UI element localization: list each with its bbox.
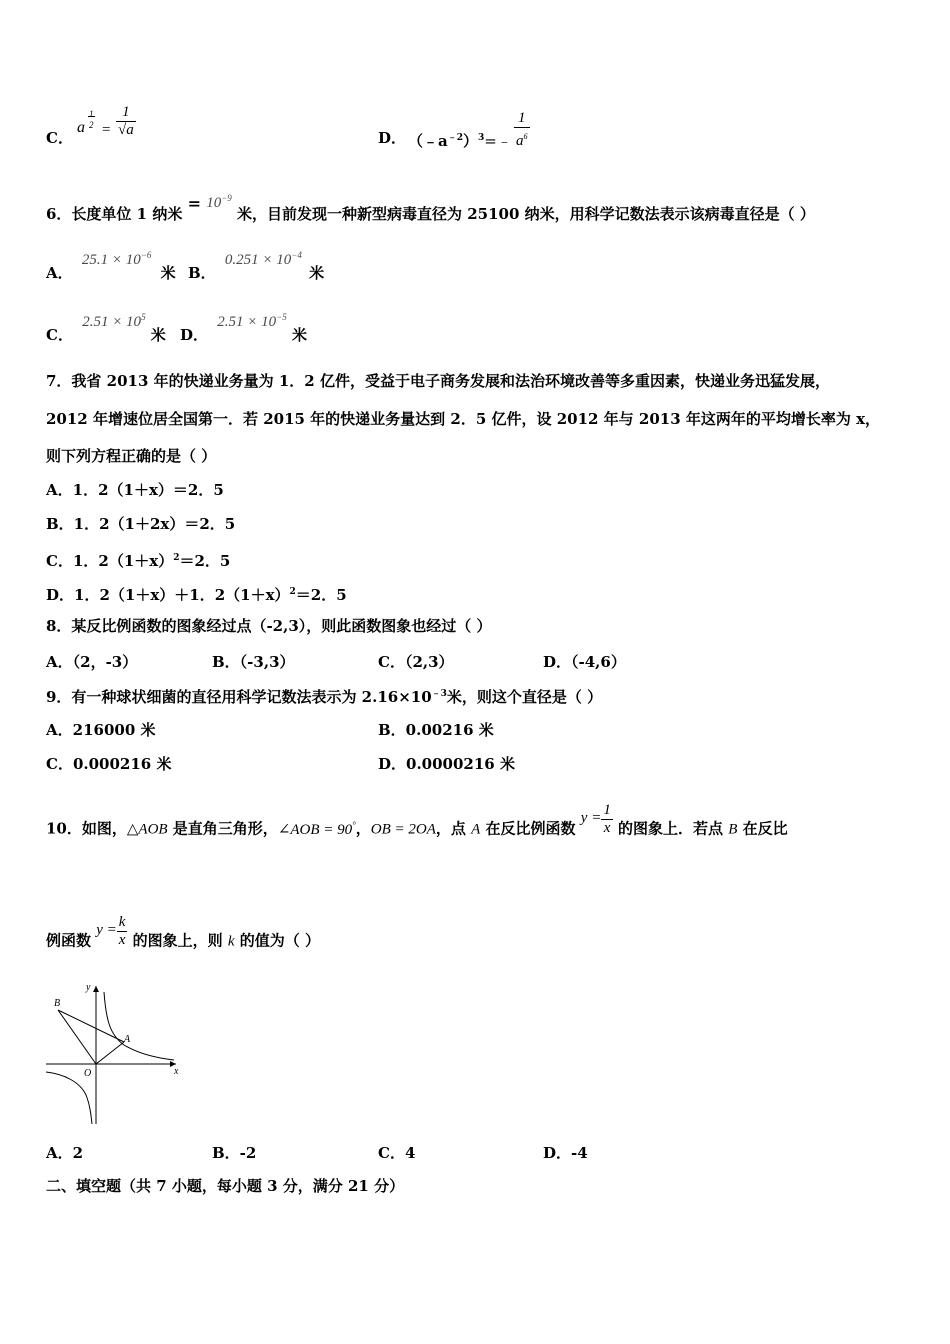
q6-c-image: $2.51 \times 10^5$ xyxy=(82,312,146,330)
q7-option-b: B．1．2（1＋2x）＝2．5 xyxy=(46,515,236,533)
option-label: C． xyxy=(46,129,73,147)
q10-frac-k-over-x: $\frac{k}{x}$ xyxy=(118,914,126,948)
curve-k-lower xyxy=(46,1072,92,1124)
q5-c-eq: = xyxy=(102,122,111,138)
q6-a-image: $25.1 \times 10^{-6}$ xyxy=(81,250,152,268)
q9-option-c: C．0.000216 米 xyxy=(46,755,172,773)
segment-oa xyxy=(96,1042,124,1064)
q9-option-d: D．0.0000216 米 xyxy=(378,755,515,773)
q8-option-d: D．（-4,6） xyxy=(543,653,626,671)
q10-option-a: A．2 xyxy=(46,1144,84,1162)
q5-c-frac: $\frac{1}{√a}$ xyxy=(118,104,134,138)
q6-stem: 6．长度单位 1 纳米 = $10^{-9}$ 米，目前发现一种新型病毒直径为 25100 纳米，用科学记数法表示该病毒直径是（ ） xyxy=(46,193,815,223)
q5-d-frac: $\frac{1}{a^6}$ xyxy=(516,110,528,149)
q6-option-c: C． $2.51 \times 10^5$ 米 xyxy=(46,312,166,344)
q5-c-exp-num: 1 xyxy=(89,109,94,119)
y-axis-arrow xyxy=(93,986,99,992)
q10-option-b: B．-2 xyxy=(212,1144,257,1162)
q8-option-a: A．（2，-3） xyxy=(46,653,138,671)
q9-stem: 9．有一种球状细菌的直径用科学记数法表示为 $2.16\times 10^{﹣3}$米，则这个直径是（ ） xyxy=(46,688,603,706)
label-y: y xyxy=(86,982,91,993)
q10-stem-line1: 10．如图，△AOB 是直角三角形，∠AOB = 90°，OB = 2OA，点 A 在反比例函数 y = $\frac{1}{x}$ 的图象上．若点 B 在反比 xyxy=(46,802,788,838)
q6-b-image: $0.251 \times 10^{-4}$ xyxy=(224,250,302,268)
label-a: A xyxy=(124,1034,131,1045)
q5-d-expr: $(﹣a^{﹣2})^3=﹣$ xyxy=(408,132,512,150)
q7-option-a: A．1．2（1＋x）＝2．5 xyxy=(46,481,224,499)
q7-stem-line1: 7．我省 2013 年的快递业务量为 1．2 亿件，受益于电子商务发展和法治环境改善等多重因素，快递业务迅猛发展， xyxy=(46,372,830,390)
q6-unit-image: $10^{-9}$ xyxy=(206,193,232,211)
q7-stem-line2: 2012 年增速位居全国第一．若 2015 年的快递业务量达到 2．5 亿件，设 2012 年与 2013 年这两年的平均增长率为 x， xyxy=(46,410,881,428)
segment-ab xyxy=(58,1010,124,1042)
q6-eq: = xyxy=(187,194,201,213)
q9-option-a: A．216000 米 xyxy=(46,721,156,739)
label-o: O xyxy=(84,1068,92,1079)
q10-frac-1-over-x: $\frac{1}{x}$ xyxy=(603,802,611,836)
segment-ob xyxy=(58,1010,96,1064)
label-b: B xyxy=(54,998,61,1009)
q6-option-d: D． $2.51 \times 10^{-5}$ 米 xyxy=(180,312,307,344)
q6-option-b: B． $0.251 \times 10^{-4}$ 米 xyxy=(188,250,325,282)
q10-option-c: C．4 xyxy=(378,1144,416,1162)
q10-figure xyxy=(44,980,184,1128)
option-label: D． xyxy=(378,129,407,147)
q8-option-b: B．（-3,3） xyxy=(212,653,295,671)
label-x: x xyxy=(174,1066,179,1077)
q7-stem-line3: 则下列方程正确的是（ ） xyxy=(46,447,217,465)
q10-stem-line2: 例函数 y = $\frac{k}{x}$ 的图象上，则 k 的值为（ ） xyxy=(46,914,321,950)
section-2-title: 二、填空题（共 7 小题，每小题 3 分，满分 21 分） xyxy=(46,1177,405,1195)
q8-option-c: C．（2,3） xyxy=(378,653,454,671)
q5-c-base: a xyxy=(77,119,85,136)
q6-d-image: $2.51 \times 10^{-5}$ xyxy=(217,312,287,330)
q6-option-a: A． $25.1 \times 10^{-6}$ 米 xyxy=(46,250,176,282)
q10-option-d: D．-4 xyxy=(543,1144,588,1162)
q5-c-exp-den: 2 xyxy=(89,120,94,130)
q9-option-b: B．0.00216 米 xyxy=(378,721,494,739)
q8-stem: 8．某反比例函数的图象经过点（-2,3），则此函数图象也经过（ ） xyxy=(46,617,492,635)
q7-option-d: D．1．2（1＋x）＋1．$2(1+x)^2=2$．5 xyxy=(46,586,347,604)
q7-option-c: C．1．$2(1+x)^2=2$．5 xyxy=(46,552,231,570)
